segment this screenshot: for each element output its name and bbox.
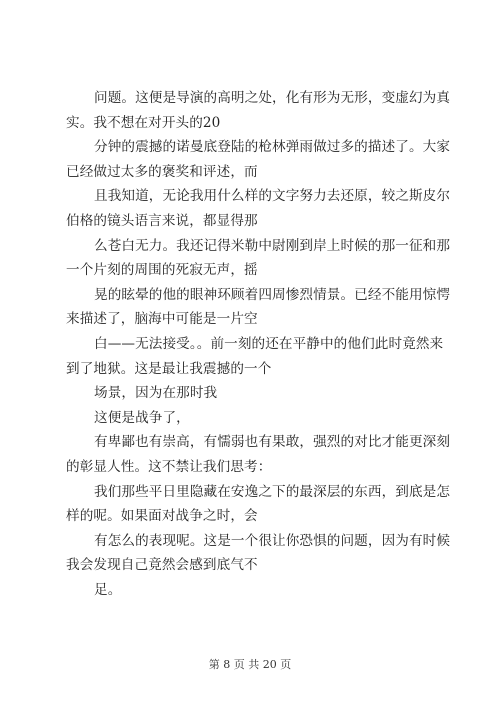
page-footer: 第 8 页 共 20 页 xyxy=(208,658,292,671)
text-line: 有卑鄙也有崇高，有懦弱也有果敢，强烈的对比才能更深刻 xyxy=(94,434,451,451)
text-line: 足。 xyxy=(94,581,122,598)
text-line: 场景，因为在那时我 xyxy=(94,385,218,402)
text-line: 白——无法接受。。前一刻的还在平静中的他们此时竟然来 xyxy=(94,335,444,352)
text-line: 已经做过太多的褒奖和评述，而 xyxy=(66,163,258,180)
text-line: 实。我不想在对开头的20 xyxy=(66,114,221,131)
text-line: 分钟的震撼的诺曼底登陆的枪林弹雨做过多的描述了。大家 xyxy=(94,139,451,156)
text-line: 晃的眩晕的他的眼神环顾着四周惨烈情景。已经不能用惊愕 xyxy=(94,286,451,303)
text-line: 一个片刻的周围的死寂无声，摇 xyxy=(66,262,258,279)
text-line: 有怎么的表现呢。这是一个很让你恐惧的问题，因为有时候 xyxy=(94,532,451,549)
text-line: 么苍白无力。我还记得米勒中尉刚到岸上时候的那一征和那 xyxy=(94,237,451,254)
body-text xyxy=(66,86,451,602)
text-line: 这便是战争了， xyxy=(94,409,190,426)
text-line: 样的呢。如果面对战争之时，会 xyxy=(66,508,258,525)
text-line: 伯格的镜头语言来说，都显得那 xyxy=(66,212,258,229)
text-line: 的彰显人性。这不禁让我们思考： xyxy=(66,458,272,475)
text-line: 我们那些平日里隐藏在安逸之下的最深层的东西，到底是怎 xyxy=(94,483,451,500)
text-line: 到了地狱。这是最让我震撼的一个 xyxy=(66,360,272,377)
text-line: 来描述了，脑海中可能是一片空 xyxy=(66,311,258,328)
text-line: 且我知道，无论我用什么样的文字努力去还原，较之斯皮尔 xyxy=(94,188,451,205)
text-line: 我会发现自己竟然会感到底气不 xyxy=(66,557,258,574)
text-line: 问题。这便是导演的高明之处，化有形为无形，变虚幻为真 xyxy=(94,90,451,106)
